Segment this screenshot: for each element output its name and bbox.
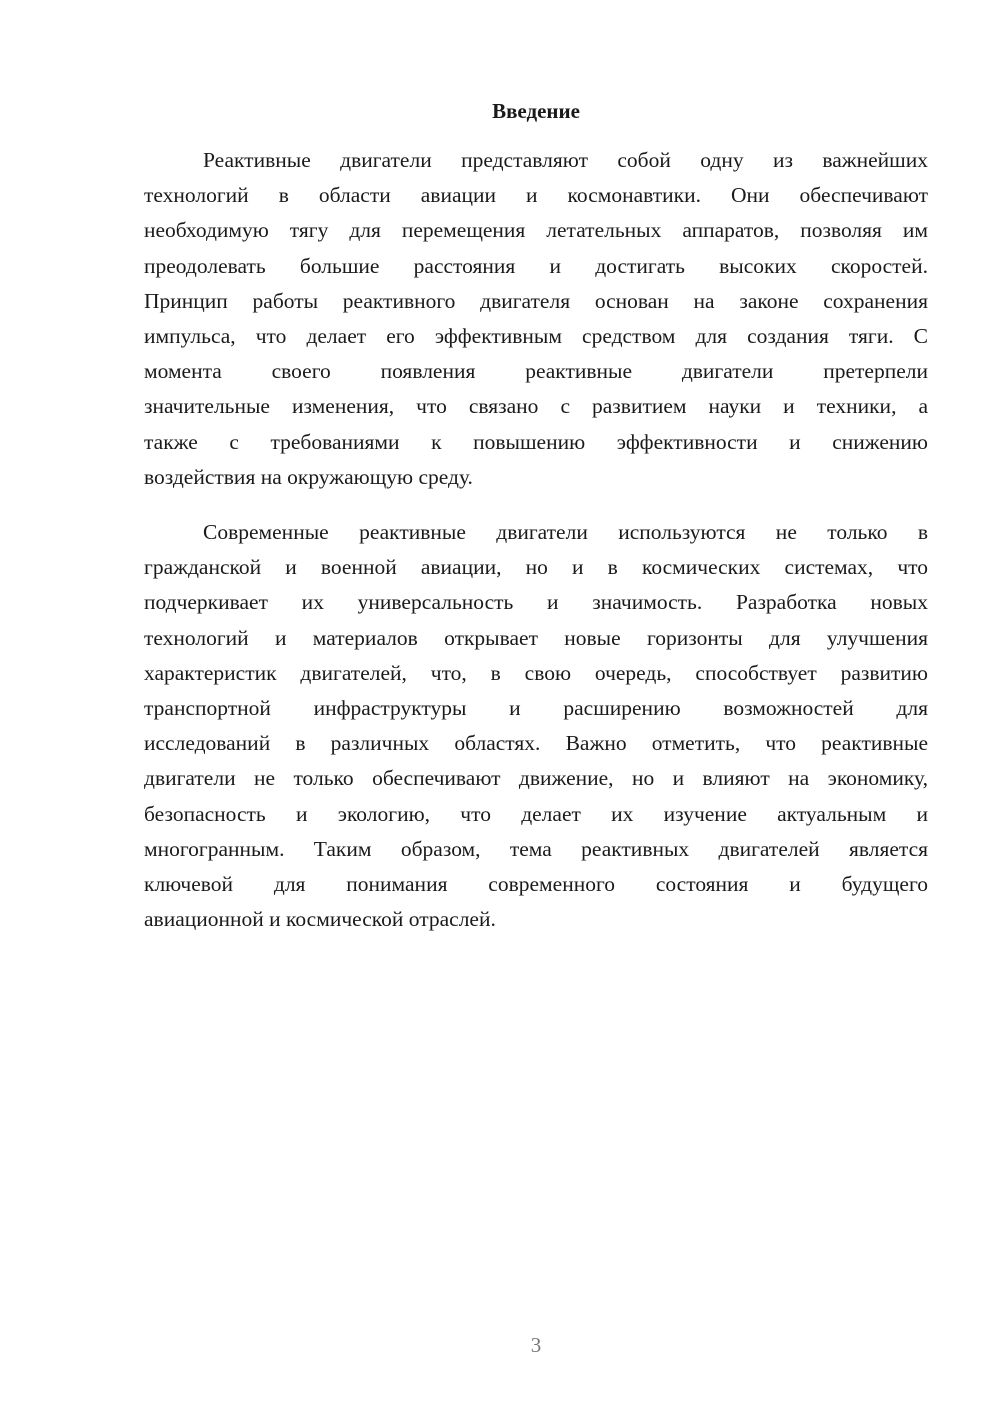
paragraph-line: также с требованиями к повышению эффективности и снижению <box>144 429 928 454</box>
paragraph-line: транспортной инфраструктуры и расширению возможностей для <box>144 695 928 720</box>
section-heading: Введение <box>492 99 580 123</box>
paragraph-line: Реактивные двигатели представляют собой одну из важнейших <box>203 148 928 172</box>
page-number: 3 <box>530 1333 542 1357</box>
paragraph-line: Современные реактивные двигатели используются не только в <box>203 520 928 544</box>
paragraph-line: импульса, что делает его эффективным средством для создания тяги. С <box>144 323 928 348</box>
paragraph-line: значительные изменения, что связано с развитием науки и техники, а <box>144 394 928 419</box>
paragraph-line: Принцип работы реактивного двигателя основан на законе сохранения <box>144 288 928 313</box>
paragraph-line: двигатели не только обеспечивают движение, но и влияют на экономику, <box>144 766 928 791</box>
paragraph-line: характеристик двигателей, что, в свою очередь, способствует развитию <box>144 660 928 685</box>
paragraph-line: многогранным. Таким образом, тема реактивных двигателей является <box>144 836 928 861</box>
paragraph-line: воздействия на окружающую среду. <box>144 464 473 489</box>
paragraph-line: необходимую тягу для перемещения летательных аппаратов, позволяя им <box>144 218 928 243</box>
paragraph-line: ключевой для понимания современного состояния и будущего <box>144 871 928 896</box>
paragraph-2 <box>144 515 928 937</box>
paragraph-line: авиационной и космической отраслей. <box>144 907 496 932</box>
paragraph-line: технологий в области авиации и космонавтики. Они обеспечивают <box>144 183 928 208</box>
paragraph-line: преодолевать большие расстояния и достигать высоких скоростей. <box>144 253 928 278</box>
paragraph-line: подчеркивает их универсальность и значимость. Разработка новых <box>144 590 928 615</box>
paragraph-line: технологий и материалов открывает новые горизонты для улучшения <box>144 625 928 650</box>
paragraph-line: момента своего появления реактивные двигатели претерпели <box>144 359 928 384</box>
paragraph-1 <box>144 143 928 495</box>
paragraph-line: исследований в различных областях. Важно отметить, что реактивные <box>144 731 928 756</box>
paragraph-line: безопасность и экологию, что делает их изучение актуальным и <box>144 801 928 826</box>
paragraph-line: гражданской и военной авиации, но и в космических системах, что <box>144 555 928 580</box>
